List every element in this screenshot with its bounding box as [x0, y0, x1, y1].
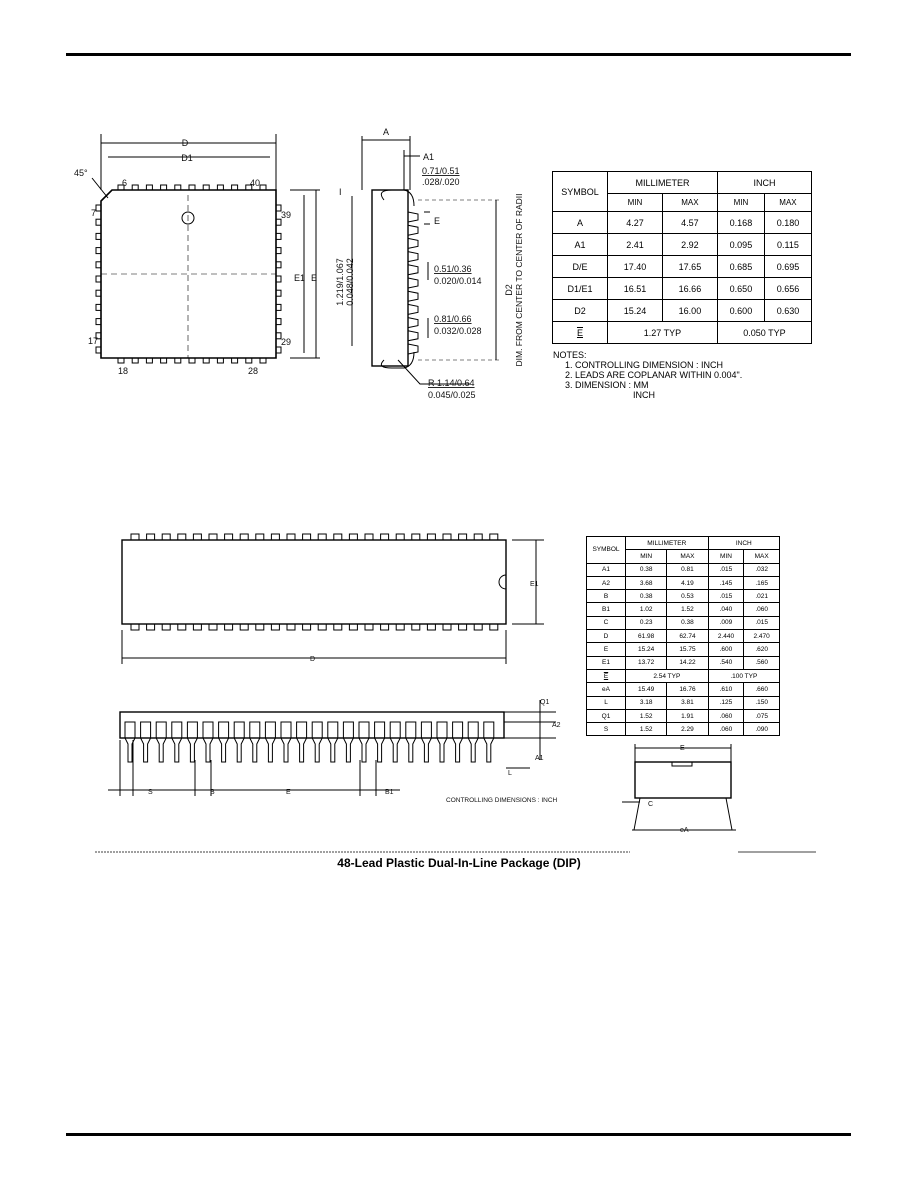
dip-pin [443, 534, 451, 540]
pin-18: 18 [118, 366, 129, 376]
dip-pin [318, 624, 326, 630]
cell-symbol: B1 [587, 603, 626, 616]
dip-lead [297, 722, 307, 762]
dip-top-view [122, 534, 544, 664]
table-row [587, 683, 780, 696]
cell: 3.81 [667, 696, 708, 709]
pin-40: 40 [250, 178, 261, 188]
hdr-symbol: SYMBOL [587, 537, 626, 564]
dip-pin [303, 624, 311, 630]
cell: .610 [708, 683, 744, 696]
cell: 0.695 [764, 256, 811, 278]
cell: 16.76 [667, 683, 708, 696]
dip-pin [412, 534, 420, 540]
dip-lead [156, 722, 166, 762]
dip-pin [459, 624, 467, 630]
dip-lead [203, 722, 213, 762]
hdr-min: MIN [708, 550, 744, 563]
cell-symbol: eA [587, 683, 626, 696]
dip-pin [209, 624, 217, 630]
dip-pin [209, 534, 217, 540]
cell: 2.440 [708, 630, 744, 643]
dim-d: D [181, 138, 189, 148]
cell: .560 [744, 656, 780, 669]
cell: .015 [708, 590, 744, 603]
dip-pin [318, 534, 326, 540]
dip-lead [359, 722, 369, 762]
table-row [553, 278, 812, 300]
cell-symbol: L [587, 696, 626, 709]
cell: 3.68 [626, 576, 667, 589]
dip-pin [256, 624, 264, 630]
hdr-symbol: SYMBOL [553, 172, 608, 212]
a1-mm: 0.71/0.51 [422, 166, 460, 176]
dip-pin [365, 624, 373, 630]
table-row [553, 234, 812, 256]
pin-29: 29 [281, 337, 292, 347]
dim-d2: D2 [504, 284, 514, 296]
cell: .021 [744, 590, 780, 603]
hdr-min: MIN [717, 194, 764, 212]
dip-lead [343, 722, 353, 762]
cell: 3.18 [626, 696, 667, 709]
dip-pin [178, 624, 186, 630]
cell-symbol: Q1 [587, 709, 626, 722]
dip-pin [334, 624, 342, 630]
note-3: 3. DIMENSION : MM [565, 380, 649, 390]
dip-pin [271, 534, 279, 540]
cell: 1.91 [667, 709, 708, 722]
dip-pin [303, 534, 311, 540]
cell: 16.51 [608, 278, 663, 300]
plcc-lead [408, 304, 418, 314]
dim-note: DIM. FROM CENTER TO CENTER OF RADII [514, 193, 524, 367]
cell: .075 [744, 709, 780, 722]
dip-pin [443, 624, 451, 630]
dip-pin [162, 624, 170, 630]
hdr-max: MAX [744, 550, 780, 563]
cell: .540 [708, 656, 744, 669]
radius-in: 0.045/0.025 [428, 390, 476, 400]
cell: 14.22 [667, 656, 708, 669]
plcc-lead [408, 265, 418, 275]
table-row [587, 723, 780, 736]
dip-lead [437, 722, 447, 762]
dip-b: B [210, 789, 215, 796]
cell: 61.98 [626, 630, 667, 643]
dip-pin [365, 534, 373, 540]
dip-pin [131, 624, 139, 630]
cell: 0.656 [764, 278, 811, 300]
dip-lead [468, 722, 478, 762]
cell: 0.180 [764, 212, 811, 234]
label-i: I [339, 187, 342, 197]
table-row [587, 669, 780, 682]
cell: 1.27 TYP [608, 322, 718, 344]
table-row [587, 630, 780, 643]
dip-lead [453, 722, 463, 762]
plcc-notes [553, 350, 742, 400]
dip-pin [474, 624, 482, 630]
end-c: C [648, 801, 654, 808]
cell-symbol: E1 [587, 656, 626, 669]
plcc-lead [408, 331, 418, 341]
cell: .100 TYP [708, 669, 779, 682]
cell: .060 [708, 723, 744, 736]
dip-e: E [286, 789, 291, 796]
plcc-lead [408, 252, 418, 262]
cell: 4.27 [608, 212, 663, 234]
cell-symbol: A [553, 212, 608, 234]
cell: 0.81 [667, 563, 708, 576]
dip-lead [406, 722, 416, 762]
dip-pin [381, 624, 389, 630]
cell: 0.685 [717, 256, 764, 278]
table-row [587, 709, 780, 722]
dim-e1: E1 [294, 273, 306, 283]
cell: .145 [708, 576, 744, 589]
cell: 2.92 [662, 234, 717, 256]
cell: 17.65 [662, 256, 717, 278]
cell: 0.168 [717, 212, 764, 234]
dip-s: S [148, 789, 153, 796]
pin-39: 39 [281, 210, 292, 220]
cell: 0.630 [764, 300, 811, 322]
dip-pin [287, 534, 295, 540]
plcc-lead [408, 225, 418, 235]
dip-lead [390, 722, 400, 762]
dip-l: L [508, 770, 512, 777]
dip-lead [172, 722, 182, 762]
hdr-mm: MILLIMETER [626, 537, 709, 550]
plcc-lead [408, 212, 418, 222]
cell: .090 [744, 723, 780, 736]
cell: 1.52 [626, 723, 667, 736]
pin-7: 7 [91, 208, 97, 218]
cell: .125 [708, 696, 744, 709]
dip-pin [474, 534, 482, 540]
pin-6: 6 [122, 178, 128, 188]
dip-pin [256, 534, 264, 540]
cell: 0.53 [667, 590, 708, 603]
a1-in: .028/.020 [422, 177, 460, 187]
dip-q1: Q1 [540, 699, 550, 706]
dip-pin [349, 534, 357, 540]
cell: 16.66 [662, 278, 717, 300]
plcc-lead [408, 318, 418, 328]
cell: 0.050 TYP [717, 322, 811, 344]
plcc-top-view [92, 134, 320, 363]
table-row [553, 256, 812, 278]
cell: 0.650 [717, 278, 764, 300]
dip-pin [490, 624, 498, 630]
dim-a: A [383, 127, 390, 137]
cell: 2.41 [608, 234, 663, 256]
angle-45: 45° [74, 168, 88, 178]
hdr-mm: MILLIMETER [608, 172, 718, 194]
dim-d1: D1 [181, 153, 193, 163]
cell: .600 [708, 643, 744, 656]
dim-a1: A1 [423, 152, 435, 162]
w1-mm: 0.51/0.36 [434, 264, 472, 274]
hdr-max: MAX [764, 194, 811, 212]
dip-lead [375, 722, 385, 762]
cell: 0.38 [667, 616, 708, 629]
pin-17: 17 [88, 336, 99, 346]
cell: .150 [744, 696, 780, 709]
dip-pin [193, 624, 201, 630]
note-1: 1. CONTROLLING DIMENSION : INCH [565, 360, 724, 370]
dip-pin [225, 624, 233, 630]
dip-a1: A1 [535, 755, 544, 762]
dip-dimension-table [586, 536, 780, 736]
cell-symbol: D/E [553, 256, 608, 278]
cell-symbol: B [587, 590, 626, 603]
dip-lead [265, 722, 275, 762]
dip-pin [271, 624, 279, 630]
cell: 1.02 [626, 603, 667, 616]
plcc-lead [381, 190, 414, 206]
dip-pin [459, 534, 467, 540]
dip-pin [396, 624, 404, 630]
cell: .060 [708, 709, 744, 722]
dip-lead [421, 722, 431, 762]
lead-mm: 1.219/1.067 [335, 258, 345, 306]
cell: 15.24 [608, 300, 663, 322]
dip-dim-d: D [310, 656, 316, 663]
cell: .032 [744, 563, 780, 576]
dip-pin [427, 624, 435, 630]
dip-pin [490, 534, 498, 540]
plcc-lead [408, 278, 418, 288]
cell: 0.38 [626, 590, 667, 603]
table-row [587, 696, 780, 709]
dip-pin [349, 624, 357, 630]
cell-symbol: A2 [587, 576, 626, 589]
w1-in: 0.020/0.014 [434, 276, 482, 286]
table-row [553, 212, 812, 234]
dip-pin [240, 624, 248, 630]
dip-b1: B1 [385, 789, 394, 796]
cell: 15.75 [667, 643, 708, 656]
dip-lead [141, 722, 151, 762]
cell: 0.23 [626, 616, 667, 629]
dip-pin [334, 534, 342, 540]
cell: 0.095 [717, 234, 764, 256]
table-row [553, 322, 812, 344]
cell: 2.470 [744, 630, 780, 643]
cell-symbol: S [587, 723, 626, 736]
dip-lead [281, 722, 291, 762]
dip-lead [234, 722, 244, 762]
hdr-max: MAX [667, 550, 708, 563]
cell: 62.74 [667, 630, 708, 643]
notes-heading: NOTES: [553, 350, 587, 360]
cell-symbol: A1 [587, 563, 626, 576]
dip-pin [225, 534, 233, 540]
cell: 0.38 [626, 563, 667, 576]
pitch-label: E [434, 216, 441, 226]
pin-28: 28 [248, 366, 259, 376]
cell: .015 [708, 563, 744, 576]
table-row [587, 643, 780, 656]
cell: 1.52 [667, 603, 708, 616]
plcc-lead [408, 291, 418, 301]
end-ea: eA [680, 827, 689, 834]
table-row [587, 563, 780, 576]
dip-lead [328, 722, 338, 762]
hdr-inch: INCH [717, 172, 811, 194]
cell: 16.00 [662, 300, 717, 322]
cell-symbol: C [587, 616, 626, 629]
dim-e: E [311, 273, 318, 283]
note-3-unit: INCH [633, 390, 655, 400]
cell: 15.49 [626, 683, 667, 696]
cell: .060 [744, 603, 780, 616]
cell: 15.24 [626, 643, 667, 656]
dip-pin [287, 624, 295, 630]
w2-in: 0.032/0.028 [434, 326, 482, 336]
dip-lead [187, 722, 197, 762]
dip-pin [193, 534, 201, 540]
dip-pin [178, 534, 186, 540]
cell-symbol: E [553, 322, 608, 344]
dip-pin [147, 624, 155, 630]
cell: 4.19 [667, 576, 708, 589]
dip-pin [131, 534, 139, 540]
cell: .015 [744, 616, 780, 629]
cell-symbol: D [587, 630, 626, 643]
plcc-lead [408, 238, 418, 248]
hdr-min: MIN [626, 550, 667, 563]
table-row [553, 300, 812, 322]
table-row [587, 603, 780, 616]
dip-pin [412, 624, 420, 630]
dip-pin [240, 534, 248, 540]
dip-lead [250, 722, 260, 762]
cell: 4.57 [662, 212, 717, 234]
table-row [587, 656, 780, 669]
dip-a2: A2 [552, 722, 561, 729]
dip-end-view [622, 744, 736, 830]
hdr-inch: INCH [708, 537, 779, 550]
cell: 2.54 TYP [626, 669, 709, 682]
cell: .165 [744, 576, 780, 589]
note-2: 2. LEADS ARE COPLANAR WITHIN 0.004". [565, 370, 743, 380]
cell: .040 [708, 603, 744, 616]
hdr-max: MAX [662, 194, 717, 212]
dip-controlling: CONTROLLING DIMENSIONS : INCH [446, 797, 558, 804]
dip-lead [484, 722, 494, 762]
hdr-min: MIN [608, 194, 663, 212]
dip-pin [427, 534, 435, 540]
table-row [587, 576, 780, 589]
plcc-dimension-table [552, 171, 812, 344]
dip-pin [147, 534, 155, 540]
dip-pin [381, 534, 389, 540]
cell-symbol: A1 [553, 234, 608, 256]
dip-lead [219, 722, 229, 762]
cell: .660 [744, 683, 780, 696]
package-title: 48-Lead Plastic Dual-In-Line Package (DIP) [337, 856, 581, 870]
cell: .009 [708, 616, 744, 629]
cell: 13.72 [626, 656, 667, 669]
cell: .620 [744, 643, 780, 656]
dip-lead [312, 722, 322, 762]
w2-mm: 0.81/0.66 [434, 314, 472, 324]
dip-pin [396, 534, 404, 540]
dip-side-view [108, 700, 556, 796]
cell: 0.115 [764, 234, 811, 256]
cell: 17.40 [608, 256, 663, 278]
dip-pin [162, 534, 170, 540]
dip-dim-e1: E1 [530, 581, 539, 588]
cell: 1.52 [626, 709, 667, 722]
cell: 0.600 [717, 300, 764, 322]
end-e: E [680, 745, 685, 752]
cell-symbol: E [587, 669, 626, 682]
cell: 2.29 [667, 723, 708, 736]
cell-symbol: D1/E1 [553, 278, 608, 300]
table-row [587, 616, 780, 629]
table-row [587, 590, 780, 603]
lead-in: 0.048/0.042 [345, 258, 355, 306]
radius-mm: R 1.14/0.64 [428, 378, 475, 388]
plcc-lead [408, 344, 418, 354]
cell-symbol: D2 [553, 300, 608, 322]
cell-symbol: E [587, 643, 626, 656]
